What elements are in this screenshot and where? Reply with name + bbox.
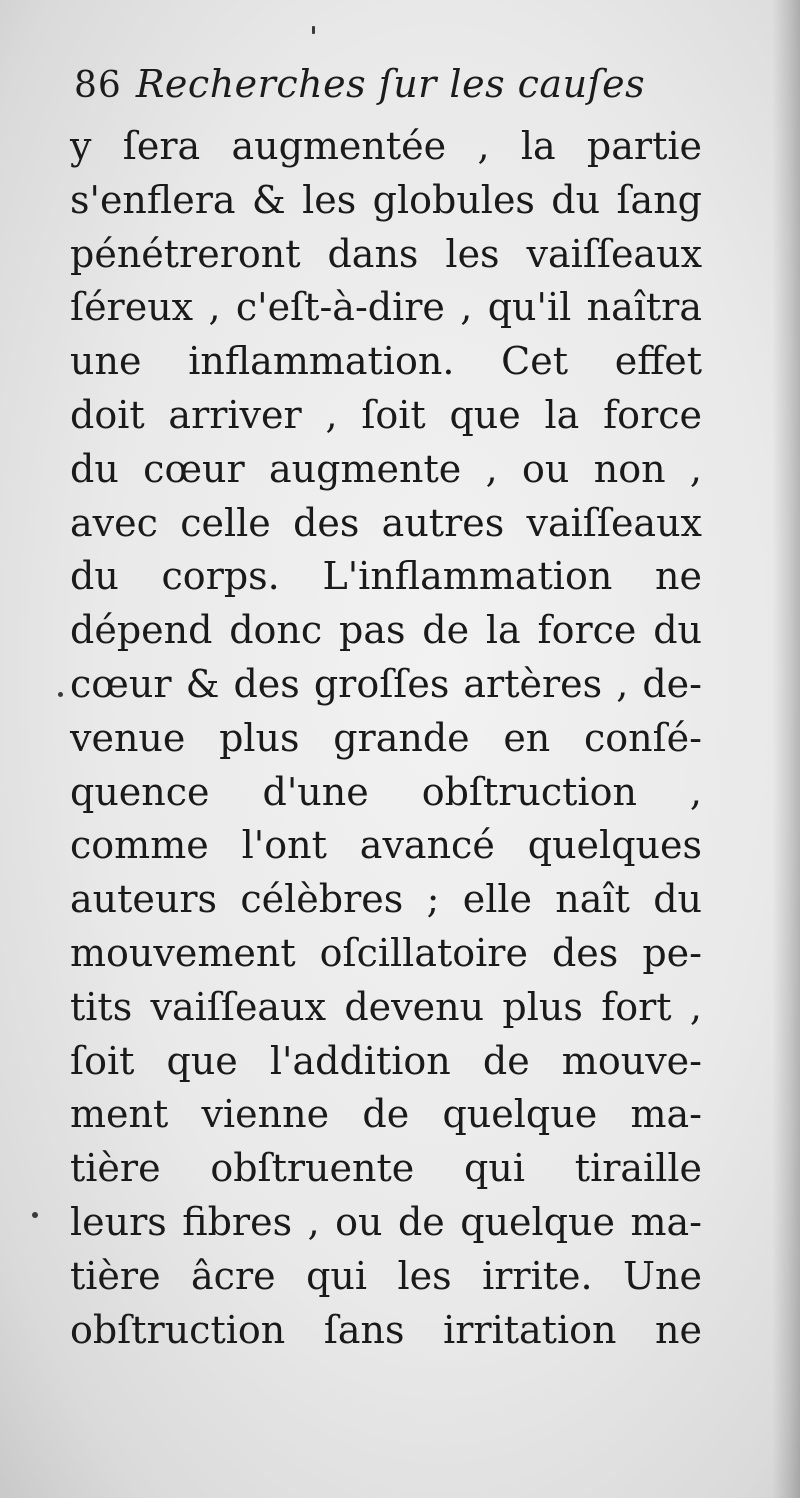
text-line: mouvement oſcillatoire des pe-	[70, 930, 702, 975]
text-line: ſoit que l'addition de mouve-	[70, 1038, 702, 1083]
running-head	[74, 62, 694, 122]
text-line: auteurs célèbres ; elle naît du	[70, 877, 702, 922]
text-line: du corps. L'inflammation ne	[70, 554, 702, 599]
text-line: une inflammation. Cet effet	[70, 339, 702, 384]
text-line: y ſera augmentée , la partie	[70, 124, 702, 168]
text-line: pénétreront dans les vaiſſeaux	[70, 231, 702, 276]
text-line: cœur & des groſſes artères , de-	[70, 661, 702, 706]
text-line: leurs fibres , ou de quelque ma-	[70, 1199, 702, 1244]
paper-speck	[58, 692, 63, 697]
page-edge-shadow	[772, 0, 800, 1498]
paper-speck	[312, 26, 315, 34]
text-line: obſtruction ſans irritation ne	[70, 1307, 702, 1352]
text-line: quence d'une obſtruction ,	[70, 769, 702, 814]
body-text	[70, 120, 702, 1357]
text-line: ment vienne de quelque ma-	[70, 1092, 702, 1137]
text-line: tits vaiſſeaux devenu plus fort ,	[70, 984, 702, 1029]
text-line: du cœur augmente , ou non ,	[70, 446, 702, 491]
text-line: avec celle des autres vaiſſeaux	[70, 500, 702, 545]
text-line: s'enflera & les globules du ſang	[70, 177, 702, 222]
running-title: Recherches ſur les cauſes	[135, 62, 646, 106]
page-number: 86	[74, 65, 122, 106]
text-line: ſéreux , c'eſt-à-dire , qu'il naîtra	[70, 285, 702, 330]
text-line: doit arriver , ſoit que la force	[70, 392, 702, 437]
text-line: tière âcre qui les irrite. Une	[70, 1253, 702, 1298]
text-line: venue plus grande en conſé-	[70, 715, 702, 760]
text-line: dépend donc pas de la force du	[70, 608, 702, 653]
text-line: tière obſtruente qui tiraille	[70, 1146, 702, 1191]
text-line: comme l'ont avancé quelques	[70, 823, 702, 868]
paper-speck	[32, 1212, 38, 1218]
